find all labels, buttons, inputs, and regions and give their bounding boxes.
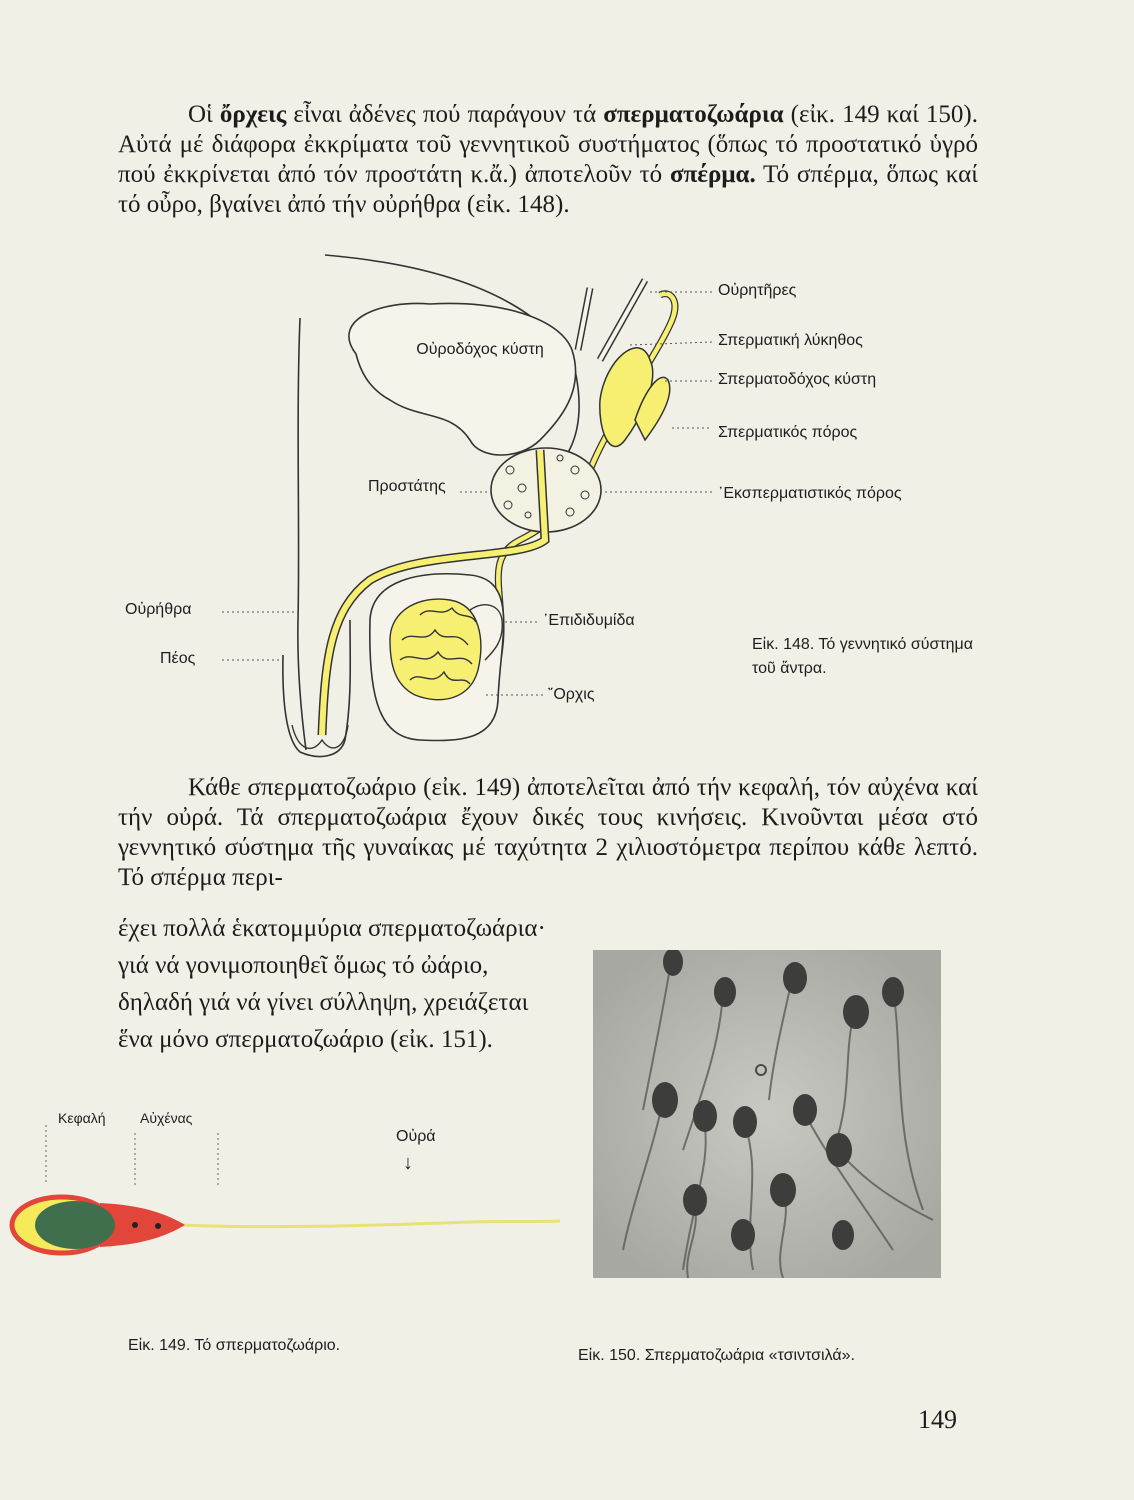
term-spermatozoa: σπερματοζωάρια [603,101,784,128]
label-seminal-vesicle: Σπερματική λύκηθος [718,332,863,349]
intro-paragraph: Οἱ ὄρχεις εἶναι ἀδένες πού παράγουν τά σπερματοζωάρια (εἰκ. 149 καί 150). Αὐτά μέ διάφορα ἐκκρίματα τοῦ γεννητικοῦ συστήματος (ὅπως τό προστατικό ὑγρό πού ἐκκρίνεται ἀπό τόν προστάτη κ.ἄ.) ἀποτελοῦν τό σπέρμα. Τό σπέρμα, ὅπως καί τό οὖρο, βγαίνει ἀπό τήν οὐρήθρα (εἰκ. 148). [118,101,978,218]
label-prostate: Προστάτης [368,478,446,495]
figure-150-caption: Εἰκ. 150. Σπερματοζωάρια «τσιντσιλά». [578,1347,855,1364]
body-paragraph-continued: έχει πολλά ἑκατομμύρια σπερματοζωάρια· γιά νά γονιμοποιηθεῖ ὅμως τό ὠάριο, δηλαδή γιά νά γίνει σύλληψη, χρειάζεται ἕνα μόνο σπερματοζωάριο (εἰκ. 151). [118,915,546,1053]
label-head: Κεφαλή [58,1110,106,1126]
body-paragraph: Κάθε σπερματοζωάριο (εἰκ. 149) ἀποτελεῖται ἀπό τήν κεφαλή, τόν αὐχένα καί τήν οὐρά. Τά σπερματοζωάρια ἔχουν δικές τους κινήσεις. Κινοῦνται μέσα στό γεννητικό σύστημα τῆς γυναίκας μέ ταχύτητα 2 χιλιοστόμετρα περίπου κάθε λεπτό. Τό σπέρμα περι- [118,774,978,891]
label-vas-deferens: Σπερματικός πόρος [718,424,858,441]
term-testes: ὄρχεις [219,101,287,128]
label-ureters: Οὐρητῆρες [718,282,797,299]
figure-149-caption: Εἰκ. 149. Τό σπερματοζωάριο. [128,1337,341,1354]
label-penis: Πέος [160,650,196,667]
figure-148-caption: Εἰκ. 148. Τό γεννητικό σύστημα τοῦ ἄντρα. [752,636,974,677]
term-semen: σπέρμα. [669,161,756,188]
tail-arrow-icon: ↓ [403,1152,413,1174]
testis-shape [390,599,481,700]
bladder-shape [349,303,576,455]
label-neck: Αὐχένας [140,1110,193,1126]
label-urethra: Οὐρήθρα [125,601,192,618]
label-testis: ῎Ορχις [548,686,595,703]
label-receptacle: Σπερματοδόχος κύστη [718,371,877,388]
sperm-head-nucleus [35,1201,115,1249]
label-bladder: Οὐροδόχος κύστη [416,341,544,358]
figure-149-sperm [0,1105,580,1275]
page-number: 149 [918,1405,957,1434]
label-epididymis: ᾿Επιδιδυμίδα [543,612,635,629]
label-tail: Οὐρά [396,1128,436,1145]
label-ejaculatory-duct: ᾿Εκσπερματιστικός πόρος [718,485,902,502]
sperm-tail [180,1221,560,1227]
figure-150-photo [593,950,941,1278]
